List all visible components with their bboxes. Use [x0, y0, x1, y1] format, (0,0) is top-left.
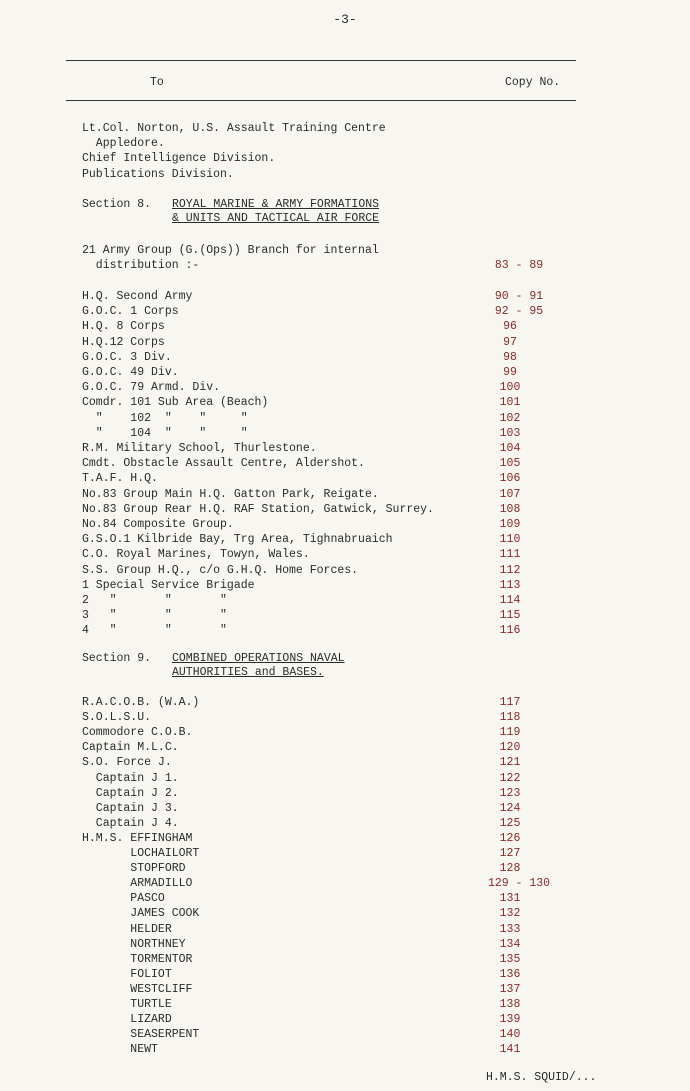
- entry-text: H.Q. Second Army: [82, 290, 193, 303]
- entry-copy-number: 108: [499, 502, 521, 516]
- entry-text: TURTLE: [82, 998, 172, 1011]
- entry-text: Cmdt. Obstacle Assault Centre, Aldershot.: [82, 457, 365, 471]
- entry-copy-number: 126: [499, 831, 521, 845]
- entry-copy-number: 134: [499, 937, 521, 951]
- entry-copy-number: 137: [499, 982, 521, 996]
- entry-text: H.Q.12 Corps: [82, 335, 165, 349]
- entry-text: T.A.F. H.Q.: [82, 472, 158, 486]
- entry-text: S.O. Force J.: [82, 756, 172, 770]
- entry-copy-number: 125: [499, 816, 521, 830]
- group-copy-number: 83 - 89: [494, 259, 544, 272]
- entry-text: NEWT: [82, 1043, 158, 1057]
- entry-text: H.M.S. EFFINGHAM: [82, 831, 193, 845]
- entry-copy-number: 124: [499, 801, 521, 815]
- entry-copy-number: 127: [499, 847, 521, 860]
- entry-copy-number: 133: [499, 922, 521, 936]
- entry-copy-number: 141: [499, 1043, 521, 1057]
- entry-text: Captain J 4.: [82, 816, 179, 830]
- entry-text: " 104 " " ": [82, 426, 248, 440]
- intro-line: Lt.Col. Norton, U.S. Assault Training Centre: [82, 122, 386, 135]
- entry-copy-number: 110: [499, 533, 521, 547]
- entry-copy-number: 138: [499, 998, 521, 1011]
- entry-text: G.O.C. 49 Div.: [82, 366, 179, 379]
- intro-line: Publications Division.: [82, 167, 234, 181]
- entry-copy-number: 104: [499, 442, 521, 455]
- entry-text: JAMES COOK: [82, 907, 200, 921]
- group-line-2: distribution :-: [82, 259, 200, 272]
- entry-text: Comdr. 101 Sub Area (Beach): [82, 396, 269, 410]
- entry-text: Commodore C.O.B.: [82, 726, 193, 740]
- entry-copy-number: 140: [499, 1028, 521, 1042]
- entry-text: G.O.C. 1 Corps: [82, 305, 179, 319]
- entry-text: R.M. Military School, Thurlestone.: [82, 442, 317, 455]
- to-column-header: To: [150, 76, 164, 89]
- entry-copy-number: 139: [499, 1013, 521, 1027]
- entry-copy-number: 103: [499, 426, 521, 440]
- entry-copy-number: 131: [499, 892, 521, 906]
- entry-text: LIZARD: [82, 1013, 172, 1027]
- intro-line: Appledore.: [82, 137, 165, 151]
- entry-text: 2 " " ": [82, 594, 227, 607]
- entry-text: No.83 Group Rear H.Q. RAF Station, Gatwick, Surrey.: [82, 502, 434, 516]
- entry-text: G.O.C. 3 Div.: [82, 350, 172, 364]
- entry-copy-number: 90 - 91: [494, 290, 544, 303]
- entry-copy-number: 114: [499, 594, 521, 607]
- entry-text: S.O.L.S.U.: [82, 711, 152, 725]
- entry-copy-number: 109: [499, 518, 521, 531]
- entry-text: No.83 Group Main H.Q. Gatton Park, Reigate.: [82, 487, 379, 501]
- entry-text: NORTHNEY: [82, 937, 186, 951]
- entry-copy-number: 128: [499, 862, 521, 876]
- entry-copy-number: 116: [499, 624, 521, 638]
- entry-text: PASCO: [82, 892, 165, 906]
- entry-copy-number: 107: [499, 487, 521, 501]
- entry-text: Captain M.L.C.: [82, 741, 179, 755]
- entry-copy-number: 97: [503, 335, 517, 349]
- section9-title-2: AUTHORITIES and BASES.: [172, 666, 324, 679]
- intro-line: Chief Intelligence Division.: [82, 152, 276, 166]
- group-line-1: 21 Army Group (G.(Ops)) Branch for internal: [82, 244, 379, 257]
- entry-text: R.A.C.O.B. (W.A.): [82, 696, 200, 709]
- entry-text: STOPFORD: [82, 862, 186, 876]
- entry-text: S.S. Group H.Q., c/o G.H.Q. Home Forces.: [82, 563, 359, 577]
- entry-copy-number: 96: [503, 320, 517, 334]
- section9-label: Section 9.: [82, 652, 152, 665]
- entry-copy-number: 111: [499, 548, 521, 562]
- entry-copy-number: 102: [499, 411, 521, 425]
- entry-text: FOLIOT: [82, 967, 172, 981]
- footer-continuation: H.M.S. SQUID/...: [486, 1071, 597, 1084]
- section8-title-2: & UNITS AND TACTICAL AIR FORCE: [172, 212, 380, 225]
- section9-title-1: COMBINED OPERATIONS NAVAL: [172, 652, 345, 665]
- entry-copy-number: 100: [499, 381, 521, 395]
- entry-copy-number: 99: [503, 366, 517, 379]
- entry-text: SEASERPENT: [82, 1028, 200, 1042]
- entry-copy-number: 119: [499, 726, 521, 740]
- header-rule: [66, 100, 576, 101]
- entry-copy-number: 132: [499, 907, 521, 921]
- entry-copy-number: 118: [499, 711, 521, 725]
- entry-text: G.S.O.1 Kilbride Bay, Trg Area, Tighnabruaich: [82, 533, 393, 547]
- entry-text: ARMADILLO: [82, 877, 193, 891]
- entry-text: 4 " " ": [82, 624, 227, 638]
- entry-copy-number: 106: [499, 472, 521, 486]
- entry-text: Captain J 2.: [82, 786, 179, 800]
- entry-text: 1 Special Service Brigade: [82, 578, 255, 592]
- entry-text: H.Q. 8 Corps: [82, 320, 165, 334]
- top-rule: [66, 60, 576, 61]
- entry-text: Captain J 1.: [82, 771, 179, 785]
- entry-text: HELDER: [82, 922, 172, 936]
- entry-copy-number: 123: [499, 786, 521, 800]
- entry-text: " 102 " " ": [82, 411, 248, 425]
- entry-text: No.84 Composite Group.: [82, 518, 234, 531]
- entry-text: G.O.C. 79 Armd. Div.: [82, 381, 221, 395]
- entry-copy-number: 101: [499, 396, 521, 410]
- section8-title-1: ROYAL MARINE & ARMY FORMATIONS: [172, 198, 380, 211]
- entry-copy-number: 129 - 130: [487, 877, 551, 891]
- section8-label: Section 8.: [82, 198, 152, 211]
- entry-copy-number: 122: [499, 771, 521, 785]
- entry-copy-number: 92 - 95: [494, 305, 544, 319]
- entry-text: TORMENTOR: [82, 952, 193, 966]
- entry-copy-number: 98: [503, 350, 517, 364]
- entry-text: C.O. Royal Marines, Towyn, Wales.: [82, 548, 310, 562]
- entry-copy-number: 112: [499, 563, 521, 577]
- page-number: -3-: [333, 12, 357, 27]
- entry-text: LOCHAILORT: [82, 847, 200, 860]
- entry-copy-number: 115: [499, 609, 521, 623]
- copy-column-header: Copy No.: [505, 76, 561, 89]
- entry-copy-number: 117: [499, 696, 521, 709]
- entry-copy-number: 113: [499, 578, 521, 592]
- entry-copy-number: 121: [499, 756, 521, 770]
- entry-copy-number: 105: [499, 457, 521, 471]
- entry-text: Captain J 3.: [82, 801, 179, 815]
- entry-copy-number: 120: [499, 741, 521, 755]
- entry-copy-number: 135: [499, 952, 521, 966]
- entry-text: WESTCLIFF: [82, 982, 193, 996]
- entry-text: 3 " " ": [82, 609, 227, 623]
- entry-copy-number: 136: [499, 967, 521, 981]
